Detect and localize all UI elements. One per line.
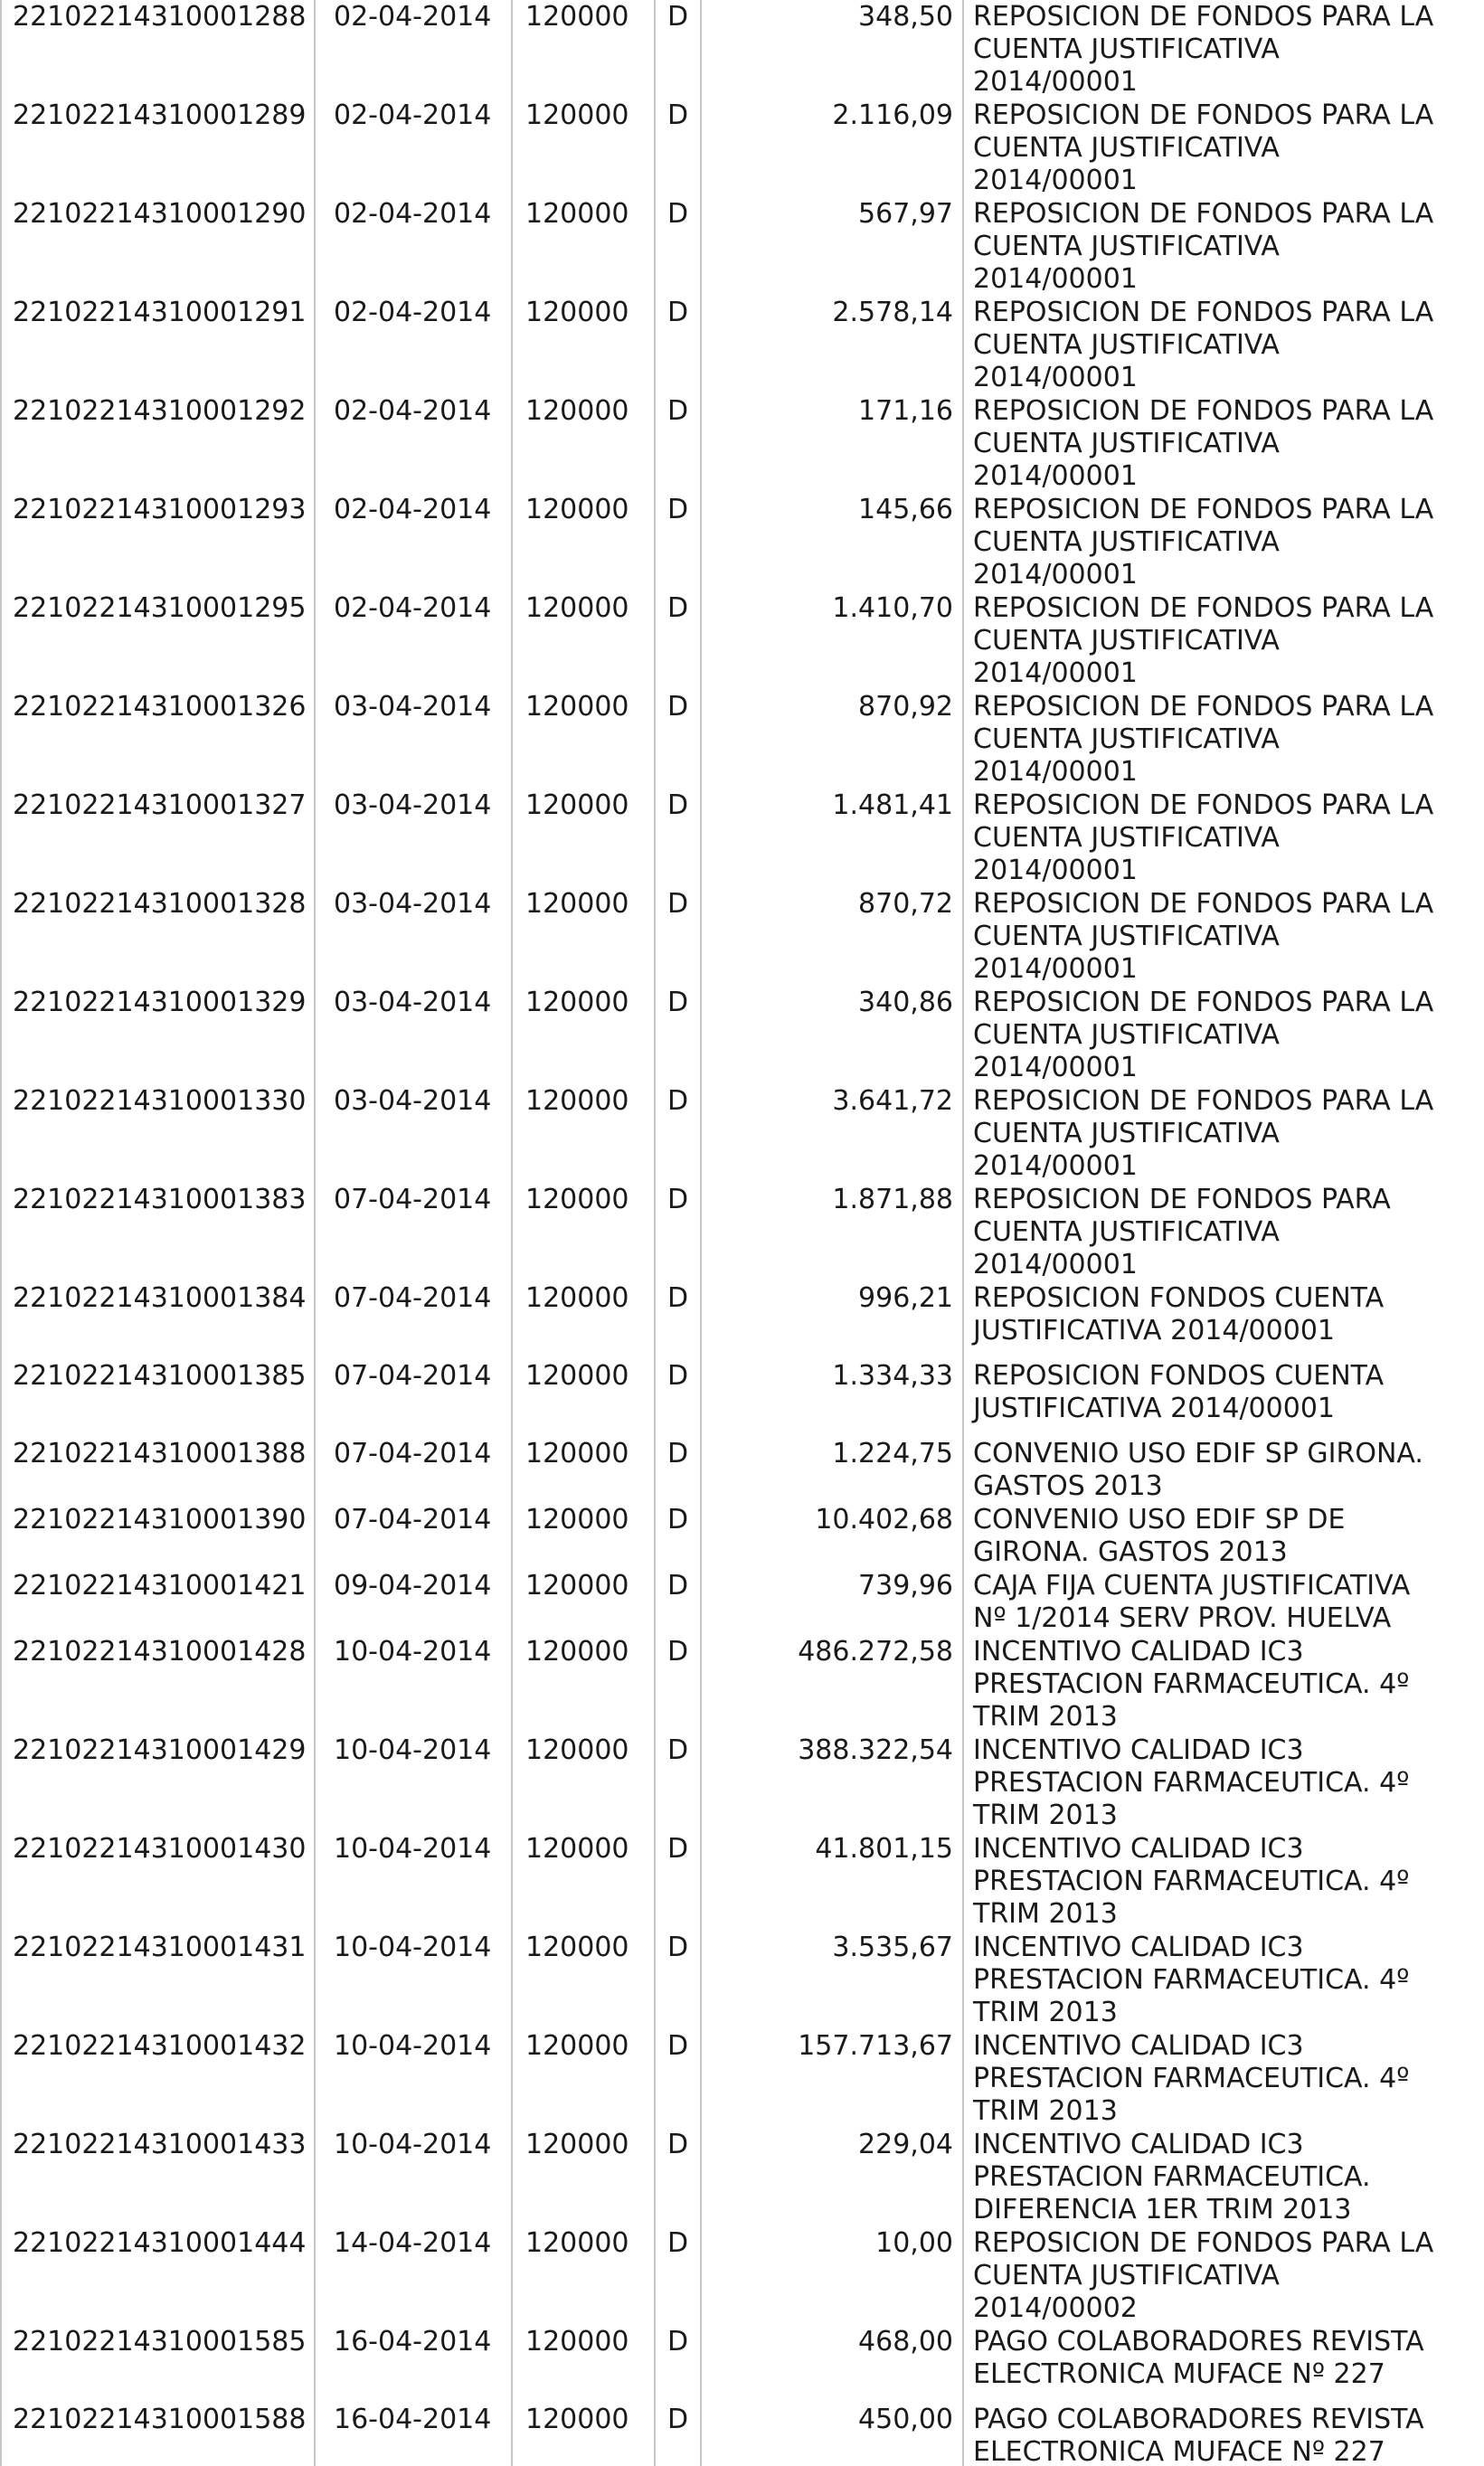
description-line: CUENTA JUSTIFICATIVA — [973, 1216, 1280, 1248]
account-cell: 120000 — [512, 1281, 655, 1359]
amount-cell: 1.871,88 — [701, 1183, 963, 1281]
date-cell: 03-04-2014 — [315, 1084, 512, 1183]
table-row — [1, 1183, 1484, 1281]
amount-cell: 2.578,14 — [701, 296, 963, 394]
description-line: JUSTIFICATIVA 2014/00001 — [973, 1315, 1335, 1346]
record-id-cell: 22102214310001383 — [1, 1183, 315, 1281]
description-cell — [963, 493, 1484, 591]
record-id-cell: 22102214310001428 — [1, 1635, 315, 1734]
amount-cell: 996,21 — [701, 1281, 963, 1359]
date-cell: 14-04-2014 — [315, 2226, 512, 2325]
description-cell — [963, 197, 1484, 296]
amount-cell: 1.481,41 — [701, 789, 963, 887]
date-cell: 03-04-2014 — [315, 690, 512, 789]
description-line: 2014/00001 — [973, 953, 1138, 985]
table-row — [1, 2029, 1484, 2128]
table-row — [1, 1503, 1484, 1569]
record-id-cell: 22102214310001289 — [1, 99, 315, 197]
record-id-cell: 22102214310001326 — [1, 690, 315, 789]
amount-cell: 2.116,09 — [701, 99, 963, 197]
amount-cell: 3.535,67 — [701, 1931, 963, 2029]
description-line: TRIM 2013 — [973, 2095, 1118, 2127]
description-line: 2014/00001 — [973, 362, 1138, 393]
account-cell: 120000 — [512, 1359, 655, 1437]
description-line: 2014/00001 — [973, 1052, 1138, 1083]
account-cell: 120000 — [512, 2403, 655, 2466]
description-line: CUENTA JUSTIFICATIVA — [973, 2260, 1280, 2291]
description-line: REPOSICION DE FONDOS PARA LA — [973, 494, 1434, 525]
date-cell: 09-04-2014 — [315, 1569, 512, 1635]
description-line: TRIM 2013 — [973, 1701, 1118, 1733]
table-row — [1, 1734, 1484, 1832]
description-line: REPOSICION DE FONDOS PARA — [973, 1184, 1391, 1215]
debit-credit-cell: D — [655, 1635, 701, 1734]
description-line: 2014/00001 — [973, 263, 1138, 295]
account-cell: 120000 — [512, 0, 655, 99]
description-line: PRESTACION FARMACEUTICA. 4º — [973, 1668, 1410, 1700]
table-row — [1, 1832, 1484, 1931]
record-id-cell: 22102214310001421 — [1, 1569, 315, 1635]
account-cell: 120000 — [512, 1503, 655, 1569]
amount-cell: 41.801,15 — [701, 1832, 963, 1931]
record-id-cell: 22102214310001385 — [1, 1359, 315, 1437]
description-line: 2014/00001 — [973, 1249, 1138, 1280]
date-cell: 03-04-2014 — [315, 887, 512, 986]
description-line: REPOSICION DE FONDOS PARA LA — [973, 1085, 1434, 1117]
record-id-cell: 22102214310001288 — [1, 0, 315, 99]
account-cell: 120000 — [512, 887, 655, 986]
description-line: DIFERENCIA 1ER TRIM 2013 — [973, 2194, 1352, 2225]
record-id-cell: 22102214310001585 — [1, 2325, 315, 2403]
description-line: REPOSICION FONDOS CUENTA — [973, 1360, 1385, 1392]
debit-credit-cell: D — [655, 591, 701, 690]
date-cell: 16-04-2014 — [315, 2325, 512, 2403]
debit-credit-cell: D — [655, 2226, 701, 2325]
amount-cell: 340,86 — [701, 986, 963, 1084]
description-line: Nº 1/2014 SERV PROV. HUELVA — [973, 1602, 1392, 1634]
record-id-cell: 22102214310001430 — [1, 1832, 315, 1931]
date-cell: 02-04-2014 — [315, 493, 512, 591]
description-line: PAGO COLABORADORES REVISTA — [973, 2326, 1424, 2357]
account-cell: 120000 — [512, 2128, 655, 2226]
table-row — [1, 1931, 1484, 2029]
record-id-cell: 22102214310001290 — [1, 197, 315, 296]
record-id-cell: 22102214310001327 — [1, 789, 315, 887]
description-line: INCENTIVO CALIDAD IC3 — [973, 1636, 1304, 1668]
amount-cell: 567,97 — [701, 197, 963, 296]
amount-cell: 10.402,68 — [701, 1503, 963, 1569]
debit-credit-cell: D — [655, 394, 701, 493]
table-row — [1, 591, 1484, 690]
table-row — [1, 887, 1484, 986]
description-cell — [963, 1503, 1484, 1569]
account-cell: 120000 — [512, 986, 655, 1084]
description-cell — [963, 1084, 1484, 1183]
amount-cell: 1.224,75 — [701, 1437, 963, 1503]
debit-credit-cell: D — [655, 2325, 701, 2403]
description-line: PRESTACION FARMACEUTICA. 4º — [973, 1964, 1410, 1996]
date-cell: 10-04-2014 — [315, 1635, 512, 1734]
record-id-cell: 22102214310001431 — [1, 1931, 315, 2029]
amount-cell: 348,50 — [701, 0, 963, 99]
table-row — [1, 1569, 1484, 1635]
description-cell — [963, 1734, 1484, 1832]
debit-credit-cell: D — [655, 1832, 701, 1931]
description-cell — [963, 394, 1484, 493]
account-cell: 120000 — [512, 99, 655, 197]
table-row — [1, 2403, 1484, 2466]
description-cell — [963, 2029, 1484, 2128]
debit-credit-cell: D — [655, 1084, 701, 1183]
description-line: REPOSICION FONDOS CUENTA — [973, 1282, 1385, 1314]
description-line: TRIM 2013 — [973, 1800, 1118, 1831]
account-cell: 120000 — [512, 690, 655, 789]
description-line: REPOSICION DE FONDOS PARA LA — [973, 592, 1434, 624]
description-line: ELECTRONICA MUFACE Nº 227 — [973, 2436, 1385, 2466]
description-line: CAJA FIJA CUENTA JUSTIFICATIVA — [973, 1570, 1411, 1601]
debit-credit-cell: D — [655, 0, 701, 99]
date-cell: 07-04-2014 — [315, 1359, 512, 1437]
description-line: REPOSICION DE FONDOS PARA LA — [973, 297, 1434, 328]
account-cell: 120000 — [512, 394, 655, 493]
debit-credit-cell: D — [655, 1734, 701, 1832]
account-cell: 120000 — [512, 2029, 655, 2128]
account-cell: 120000 — [512, 1931, 655, 2029]
description-line: TRIM 2013 — [973, 1997, 1118, 2028]
description-line: CUENTA JUSTIFICATIVA — [973, 428, 1280, 459]
table-row — [1, 394, 1484, 493]
description-cell — [963, 2226, 1484, 2325]
description-line: CONVENIO USO EDIF SP GIRONA. — [973, 1438, 1423, 1469]
table-row — [1, 99, 1484, 197]
description-line: CUENTA JUSTIFICATIVA — [973, 723, 1280, 755]
table-row — [1, 789, 1484, 887]
description-line: 2014/00002 — [973, 2292, 1138, 2324]
debit-credit-cell: D — [655, 1503, 701, 1569]
description-line: 2014/00001 — [973, 165, 1138, 196]
table-row — [1, 986, 1484, 1084]
debit-credit-cell: D — [655, 2029, 701, 2128]
description-line: 2014/00001 — [973, 756, 1138, 788]
date-cell: 10-04-2014 — [315, 1734, 512, 1832]
date-cell: 02-04-2014 — [315, 197, 512, 296]
record-id-cell: 22102214310001292 — [1, 394, 315, 493]
table-row — [1, 1281, 1484, 1359]
amount-cell: 739,96 — [701, 1569, 963, 1635]
description-cell — [963, 1183, 1484, 1281]
table-row — [1, 493, 1484, 591]
table-row — [1, 296, 1484, 394]
description-line: INCENTIVO CALIDAD IC3 — [973, 1932, 1304, 1963]
debit-credit-cell: D — [655, 99, 701, 197]
record-id-cell: 22102214310001384 — [1, 1281, 315, 1359]
debit-credit-cell: D — [655, 2403, 701, 2466]
date-cell: 07-04-2014 — [315, 1437, 512, 1503]
description-line: REPOSICION DE FONDOS PARA LA — [973, 395, 1434, 427]
description-line: CUENTA JUSTIFICATIVA — [973, 921, 1280, 952]
description-line: 2014/00001 — [973, 559, 1138, 591]
description-line: REPOSICION DE FONDOS PARA LA — [973, 888, 1434, 920]
description-cell — [963, 1832, 1484, 1931]
description-cell — [963, 1281, 1484, 1359]
table-row — [1, 690, 1484, 789]
description-cell — [963, 789, 1484, 887]
record-id-cell: 22102214310001388 — [1, 1437, 315, 1503]
description-cell — [963, 0, 1484, 99]
account-cell: 120000 — [512, 493, 655, 591]
debit-credit-cell: D — [655, 1281, 701, 1359]
description-line: INCENTIVO CALIDAD IC3 — [973, 2129, 1304, 2160]
amount-cell: 229,04 — [701, 2128, 963, 2226]
description-cell — [963, 1569, 1484, 1635]
date-cell: 02-04-2014 — [315, 296, 512, 394]
description-cell — [963, 690, 1484, 789]
date-cell: 03-04-2014 — [315, 986, 512, 1084]
account-cell: 120000 — [512, 1084, 655, 1183]
amount-cell: 3.641,72 — [701, 1084, 963, 1183]
record-id-cell: 22102214310001390 — [1, 1503, 315, 1569]
description-line: CUENTA JUSTIFICATIVA — [973, 526, 1280, 558]
amount-cell: 388.322,54 — [701, 1734, 963, 1832]
description-line: JUSTIFICATIVA 2014/00001 — [973, 1393, 1335, 1424]
amount-cell: 1.410,70 — [701, 591, 963, 690]
amount-cell: 157.713,67 — [701, 2029, 963, 2128]
account-cell: 120000 — [512, 1734, 655, 1832]
debit-credit-cell: D — [655, 296, 701, 394]
description-cell — [963, 2325, 1484, 2403]
date-cell: 03-04-2014 — [315, 789, 512, 887]
table-row — [1, 2325, 1484, 2403]
amount-cell: 486.272,58 — [701, 1635, 963, 1734]
table-row — [1, 1635, 1484, 1734]
debit-credit-cell: D — [655, 1437, 701, 1503]
debit-credit-cell: D — [655, 1359, 701, 1437]
record-id-cell: 22102214310001429 — [1, 1734, 315, 1832]
description-line: ELECTRONICA MUFACE Nº 227 — [973, 2358, 1385, 2390]
description-line: REPOSICION DE FONDOS PARA LA — [973, 1, 1434, 33]
description-line: INCENTIVO CALIDAD IC3 — [973, 1833, 1304, 1865]
description-line: PRESTACION FARMACEUTICA. 4º — [973, 2063, 1410, 2094]
description-cell — [963, 1635, 1484, 1734]
table-row — [1, 1437, 1484, 1503]
description-line: REPOSICION DE FONDOS PARA LA — [973, 198, 1434, 230]
table-row — [1, 2226, 1484, 2325]
record-id-cell: 22102214310001329 — [1, 986, 315, 1084]
description-line: 2014/00001 — [973, 66, 1138, 98]
account-cell: 120000 — [512, 197, 655, 296]
description-line: 2014/00001 — [973, 657, 1138, 689]
description-line: PAGO COLABORADORES REVISTA — [973, 2404, 1424, 2435]
debit-credit-cell: D — [655, 690, 701, 789]
description-line: 2014/00001 — [973, 460, 1138, 492]
amount-cell: 171,16 — [701, 394, 963, 493]
table-row — [1, 197, 1484, 296]
account-cell: 120000 — [512, 1437, 655, 1503]
description-line: CUENTA JUSTIFICATIVA — [973, 1118, 1280, 1149]
description-line: CUENTA JUSTIFICATIVA — [973, 33, 1280, 65]
amount-cell: 145,66 — [701, 493, 963, 591]
debit-credit-cell: D — [655, 1183, 701, 1281]
amount-cell: 870,72 — [701, 887, 963, 986]
description-line: GIRONA. GASTOS 2013 — [973, 1536, 1288, 1568]
date-cell: 02-04-2014 — [315, 394, 512, 493]
description-line: PRESTACION FARMACEUTICA. 4º — [973, 1767, 1410, 1799]
debit-credit-cell: D — [655, 986, 701, 1084]
description-line: CONVENIO USO EDIF SP DE — [973, 1504, 1346, 1535]
table-row — [1, 2128, 1484, 2226]
description-line: TRIM 2013 — [973, 1898, 1118, 1930]
description-line: PRESTACION FARMACEUTICA. — [973, 2161, 1371, 2193]
description-line: REPOSICION DE FONDOS PARA LA — [973, 691, 1434, 723]
record-id-cell: 22102214310001328 — [1, 887, 315, 986]
amount-cell: 450,00 — [701, 2403, 963, 2466]
date-cell: 07-04-2014 — [315, 1183, 512, 1281]
description-cell — [963, 2128, 1484, 2226]
amount-cell: 870,92 — [701, 690, 963, 789]
record-id-cell: 22102214310001432 — [1, 2029, 315, 2128]
date-cell: 02-04-2014 — [315, 591, 512, 690]
record-id-cell: 22102214310001588 — [1, 2403, 315, 2466]
date-cell: 07-04-2014 — [315, 1281, 512, 1359]
description-line: CUENTA JUSTIFICATIVA — [973, 822, 1280, 854]
account-cell: 120000 — [512, 591, 655, 690]
account-cell: 120000 — [512, 2325, 655, 2403]
description-cell — [963, 296, 1484, 394]
description-line: REPOSICION DE FONDOS PARA LA — [973, 789, 1434, 821]
description-cell — [963, 2403, 1484, 2466]
debit-credit-cell: D — [655, 1931, 701, 2029]
date-cell: 02-04-2014 — [315, 0, 512, 99]
account-cell: 120000 — [512, 2226, 655, 2325]
date-cell: 10-04-2014 — [315, 1832, 512, 1931]
amount-cell: 1.334,33 — [701, 1359, 963, 1437]
record-id-cell: 22102214310001433 — [1, 2128, 315, 2226]
date-cell: 07-04-2014 — [315, 1503, 512, 1569]
description-line: 2014/00001 — [973, 1150, 1138, 1182]
record-id-cell: 22102214310001330 — [1, 1084, 315, 1183]
description-line: PRESTACION FARMACEUTICA. 4º — [973, 1866, 1410, 1897]
table-row — [1, 1084, 1484, 1183]
description-line: CUENTA JUSTIFICATIVA — [973, 329, 1280, 361]
account-cell: 120000 — [512, 1183, 655, 1281]
description-line: INCENTIVO CALIDAD IC3 — [973, 2030, 1304, 2062]
description-cell — [963, 887, 1484, 986]
debit-credit-cell: D — [655, 1569, 701, 1635]
ledger-body — [1, 0, 1484, 2466]
account-cell: 120000 — [512, 1832, 655, 1931]
debit-credit-cell: D — [655, 2128, 701, 2226]
description-line: 2014/00001 — [973, 855, 1138, 886]
account-cell: 120000 — [512, 1635, 655, 1734]
description-line: INCENTIVO CALIDAD IC3 — [973, 1734, 1304, 1766]
debit-credit-cell: D — [655, 789, 701, 887]
description-line: REPOSICION DE FONDOS PARA LA — [973, 987, 1434, 1018]
description-cell — [963, 99, 1484, 197]
date-cell: 10-04-2014 — [315, 2029, 512, 2128]
description-line: REPOSICION DE FONDOS PARA LA — [973, 99, 1434, 131]
description-cell — [963, 1359, 1484, 1437]
table-row — [1, 1359, 1484, 1437]
date-cell: 10-04-2014 — [315, 2128, 512, 2226]
account-cell: 120000 — [512, 1569, 655, 1635]
description-cell — [963, 1931, 1484, 2029]
amount-cell: 10,00 — [701, 2226, 963, 2325]
description-cell — [963, 1437, 1484, 1503]
debit-credit-cell: D — [655, 197, 701, 296]
amount-cell: 468,00 — [701, 2325, 963, 2403]
description-line: REPOSICION DE FONDOS PARA LA — [973, 2227, 1434, 2259]
description-line: CUENTA JUSTIFICATIVA — [973, 625, 1280, 657]
date-cell: 16-04-2014 — [315, 2403, 512, 2466]
record-id-cell: 22102214310001291 — [1, 296, 315, 394]
record-id-cell: 22102214310001295 — [1, 591, 315, 690]
table-row — [1, 0, 1484, 99]
account-cell: 120000 — [512, 789, 655, 887]
record-id-cell: 22102214310001444 — [1, 2226, 315, 2325]
date-cell: 02-04-2014 — [315, 99, 512, 197]
description-line: CUENTA JUSTIFICATIVA — [973, 1019, 1280, 1051]
description-line: CUENTA JUSTIFICATIVA — [973, 132, 1280, 164]
description-cell — [963, 591, 1484, 690]
debit-credit-cell: D — [655, 493, 701, 591]
record-id-cell: 22102214310001293 — [1, 493, 315, 591]
debit-credit-cell: D — [655, 887, 701, 986]
account-cell: 120000 — [512, 296, 655, 394]
description-line: GASTOS 2013 — [973, 1470, 1163, 1502]
date-cell: 10-04-2014 — [315, 1931, 512, 2029]
description-line: CUENTA JUSTIFICATIVA — [973, 231, 1280, 262]
description-cell — [963, 986, 1484, 1084]
